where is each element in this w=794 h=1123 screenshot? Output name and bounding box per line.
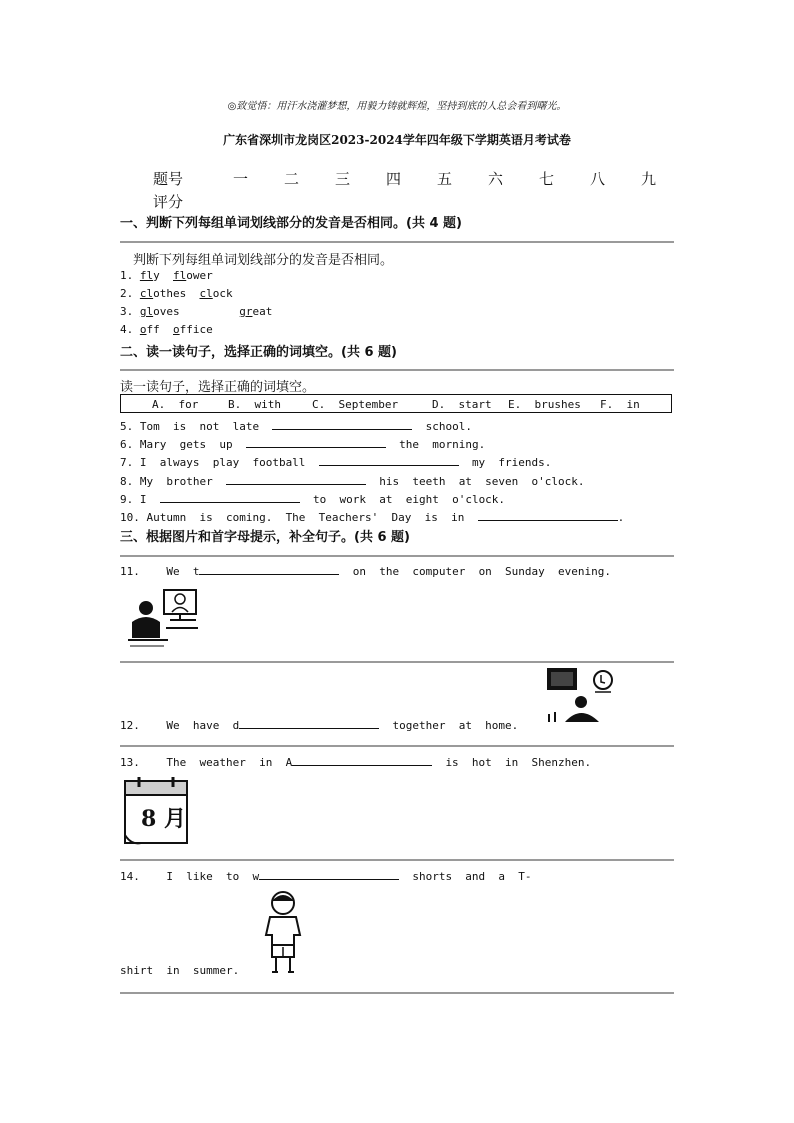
score-row-label-questions: 题号: [153, 170, 184, 188]
divider: [120, 992, 674, 994]
divider: [120, 745, 674, 747]
question-2: 2. clothes clock: [120, 287, 233, 300]
question-7: 7. I always play football my friends.: [120, 456, 552, 469]
answer-blank[interactable]: [199, 563, 339, 575]
divider: [120, 661, 674, 663]
answer-blank[interactable]: [239, 717, 379, 729]
calendar-month-label: 8 月: [141, 806, 186, 832]
divider: [120, 369, 674, 371]
question-14: 14. I like to w shorts and a T-: [120, 870, 532, 883]
section-2-instruction: 读一读句子，选择正确的词填空。: [120, 380, 316, 395]
question-10: 10. Autumn is coming. The Teachers' Day is in .: [120, 511, 625, 524]
score-col-2: 二: [284, 170, 300, 188]
computer-user-image: [126, 588, 202, 648]
score-row-label-score: 评分: [153, 193, 184, 211]
score-col-8: 八: [590, 170, 606, 188]
score-col-3: 三: [335, 170, 351, 188]
answer-blank[interactable]: [272, 418, 412, 430]
question-12: 12. We have d together at home.: [120, 719, 519, 732]
score-col-4: 四: [386, 170, 402, 188]
question-11: 11. We t on the computer on Sunday evening.: [120, 565, 612, 578]
section-1-instruction: 判断下列每组单词划线部分的发音是否相同。: [133, 253, 394, 268]
score-col-6: 六: [488, 170, 504, 188]
score-col-9: 九: [641, 170, 657, 188]
answer-blank[interactable]: [478, 509, 618, 521]
score-col-7: 七: [539, 170, 555, 188]
boy-in-shorts-image: [262, 889, 304, 975]
section-3-heading: 三、根据图片和首字母提示，补全句子。(共 6 题): [120, 530, 410, 545]
answer-blank[interactable]: [319, 454, 459, 466]
question-4: 4. off office: [120, 323, 213, 336]
answer-blank[interactable]: [226, 473, 366, 485]
page-title: 广东省深圳市龙岗区2023-2024学年四年级下学期英语月考试卷: [223, 133, 571, 147]
question-13: 13. The weather in A is hot in Shenzhen.: [120, 756, 592, 769]
answer-blank[interactable]: [259, 868, 399, 880]
option-d: D. start: [432, 398, 492, 411]
option-a: A. for: [152, 398, 199, 411]
answer-blank[interactable]: [160, 491, 300, 503]
divider: [120, 859, 674, 861]
section-2-heading: 二、读一读句子，选择正确的词填空。(共 6 题): [120, 345, 397, 360]
question-14-continued: shirt in summer.: [120, 964, 240, 977]
question-3: 3. gloves great: [120, 305, 273, 318]
divider: [120, 241, 674, 243]
score-col-5: 五: [437, 170, 453, 188]
family-dinner-image: [543, 666, 621, 724]
question-6: 6. Mary gets up the morning.: [120, 438, 486, 451]
motto-line: ◎致觉悟：用汗水浇灌梦想，用毅力铸就辉煌，坚持到底的人总会看到曙光。: [227, 101, 567, 112]
answer-blank[interactable]: [246, 436, 386, 448]
question-8: 8. My brother his teeth at seven o'clock.: [120, 475, 585, 488]
answer-blank[interactable]: [292, 754, 432, 766]
option-e: E. brushes: [508, 398, 581, 411]
option-c: C. September: [312, 398, 399, 411]
option-b: B. with: [228, 398, 281, 411]
question-9: 9. I to work at eight o'clock.: [120, 493, 506, 506]
question-5: 5. Tom is not late school.: [120, 420, 472, 433]
section-1-heading: 一、判断下列每组单词划线部分的发音是否相同。(共 4 题): [120, 216, 462, 231]
option-f: F. in: [600, 398, 640, 411]
question-1: 1. fly flower: [120, 269, 213, 282]
score-col-1: 一: [233, 170, 249, 188]
divider: [120, 555, 674, 557]
